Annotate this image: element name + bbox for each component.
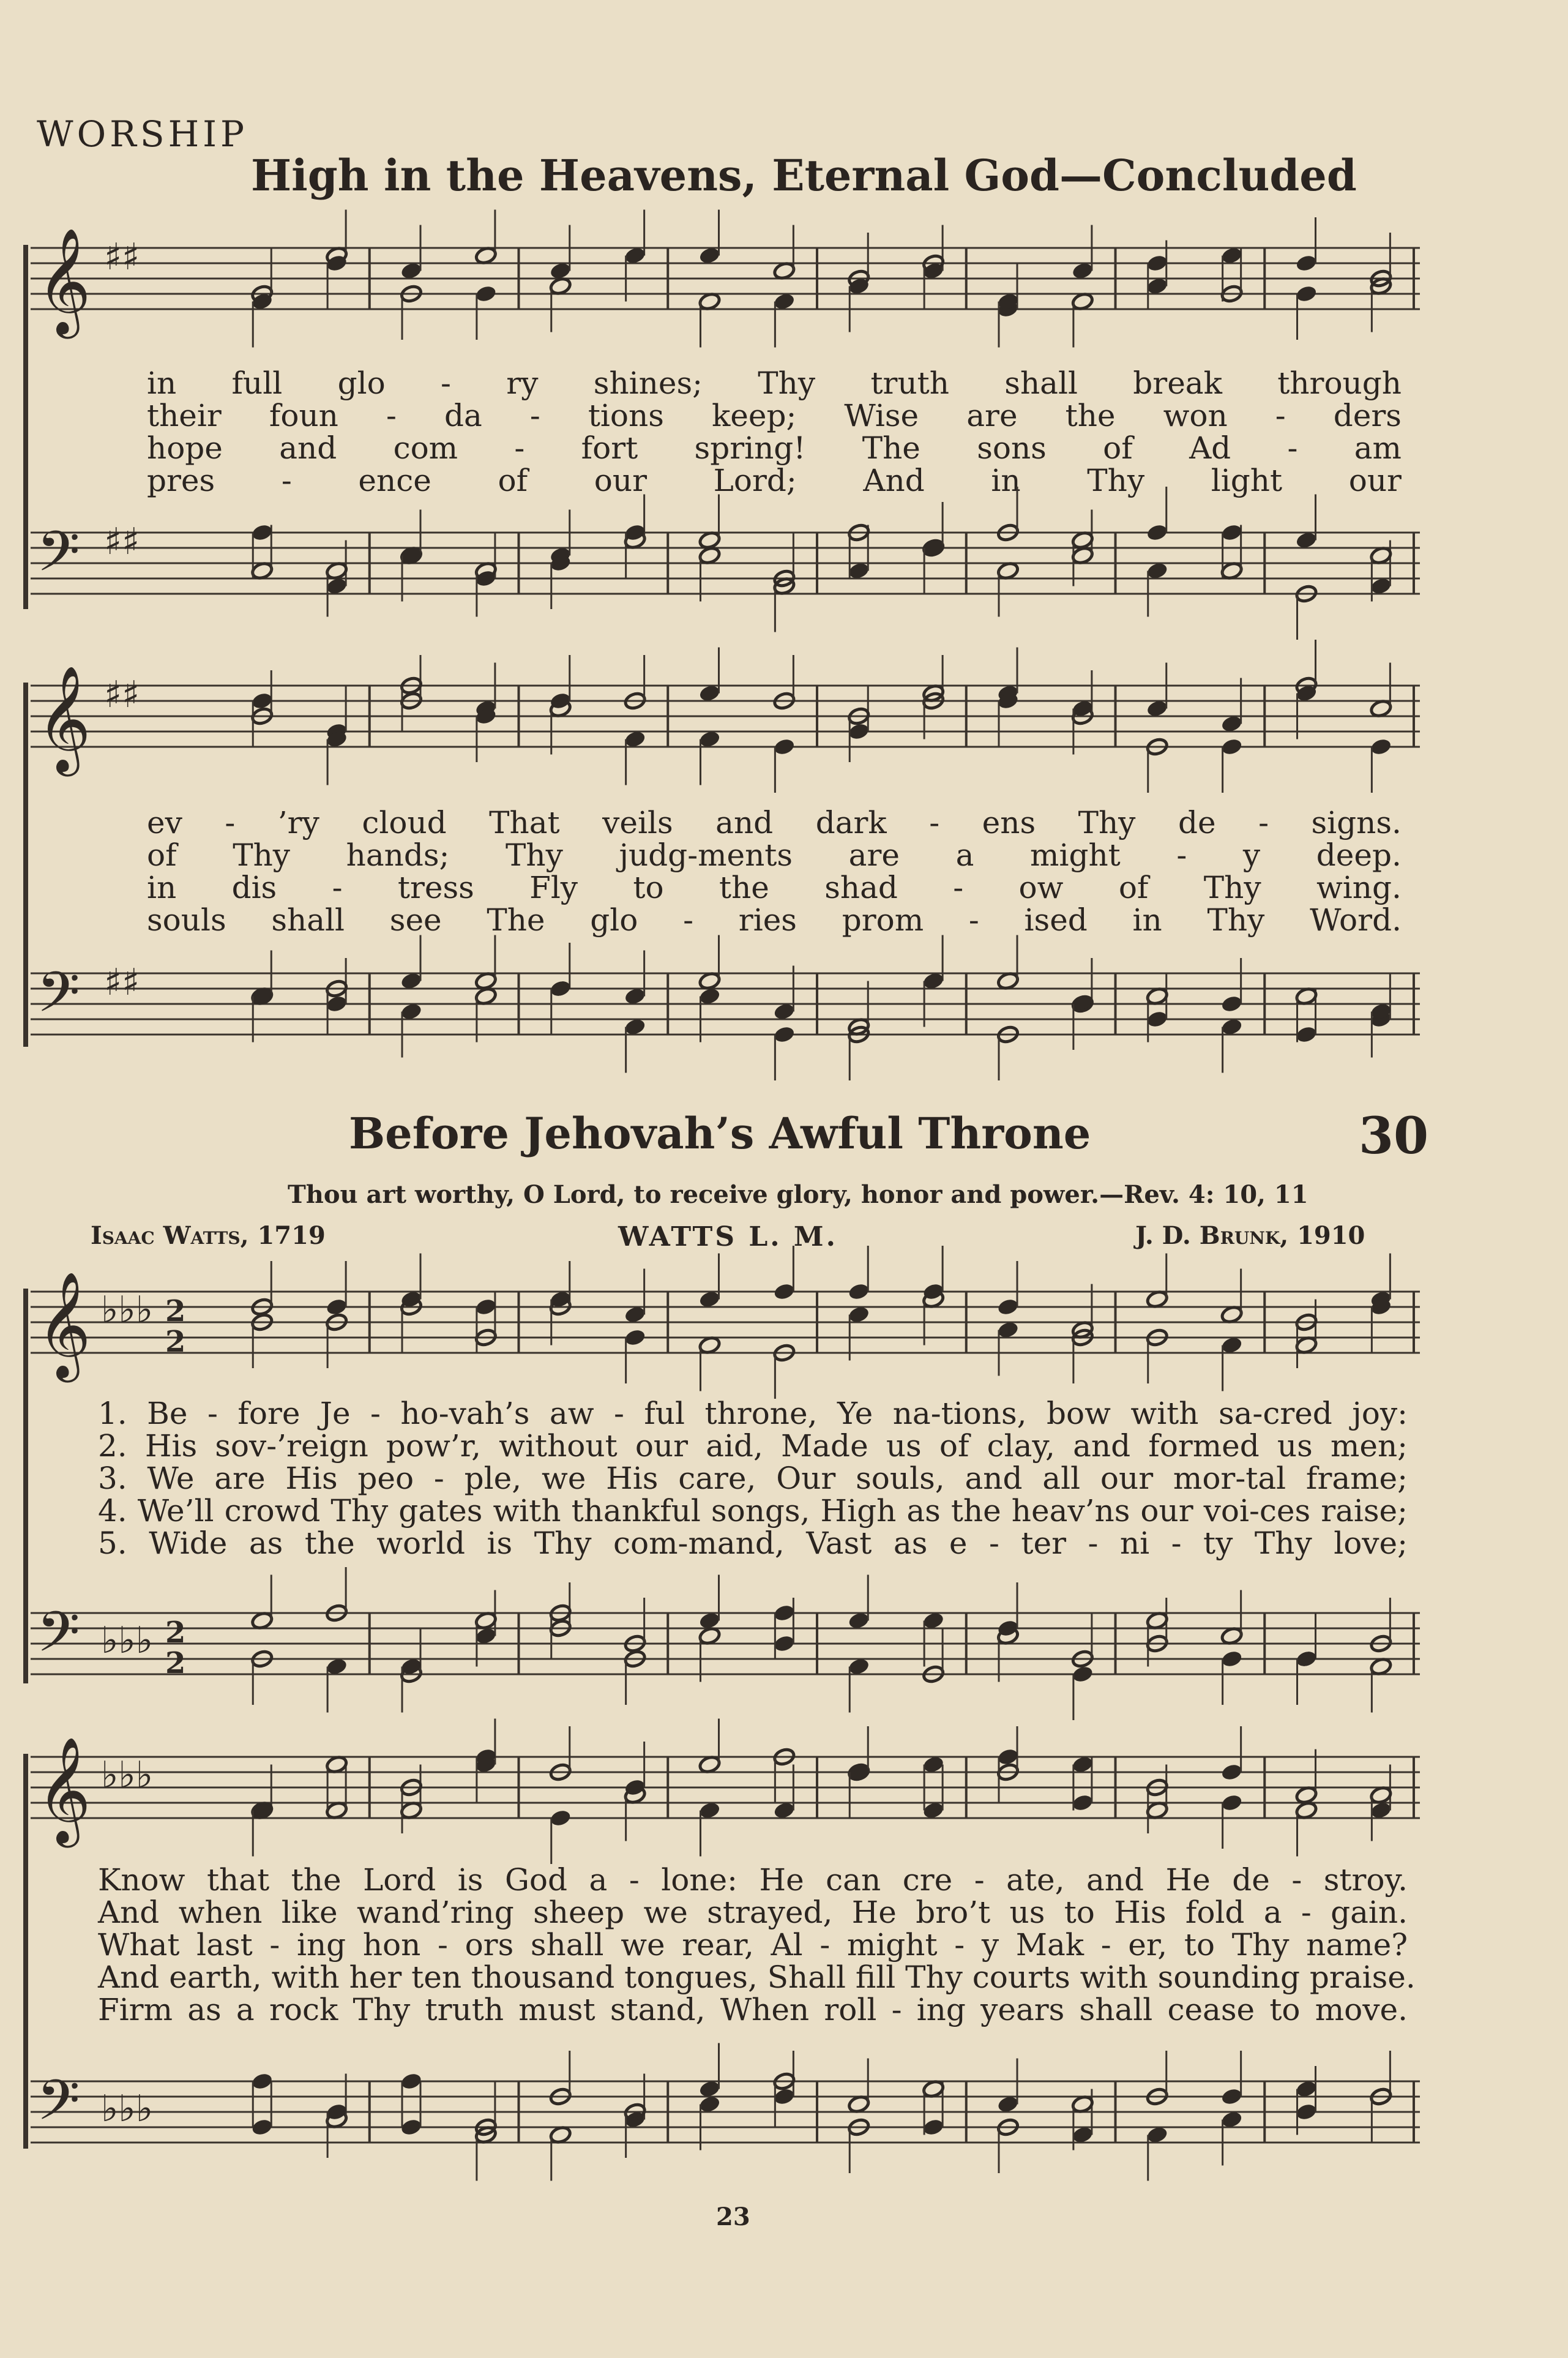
note-head <box>1295 1025 1318 1044</box>
bass-clef-icon: 𝄢 <box>37 2068 80 2146</box>
note-head <box>1370 737 1393 757</box>
lyrics-line: pres - ence of our Lord; And in Thy light our <box>147 463 1402 498</box>
bass-staff-2 <box>18 937 1432 1059</box>
note-head <box>549 979 572 998</box>
note-head <box>250 2072 274 2091</box>
lyrics-line: in dis - tress Fly to the shad - ow of Thy wing. <box>147 870 1402 905</box>
bass-clef-icon: 𝄢 <box>37 960 80 1038</box>
note-head <box>250 2117 274 2137</box>
verses-part2 <box>98 1862 1416 2027</box>
treble-clef-icon: 𝄞 <box>37 665 91 772</box>
lyrics-line: ev - ’ry cloud That veils and dark - ens Thy de - signs. <box>147 805 1402 840</box>
treble-clef-icon: 𝄞 <box>37 228 91 334</box>
note-head <box>996 1297 1020 1317</box>
key-signature-icon: ♯♯ <box>104 236 140 279</box>
note-head <box>922 2117 945 2137</box>
bass-staff-3 <box>18 1576 1432 1699</box>
lyrics-line: in full glo - ry shines; Thy truth shall break through <box>147 365 1402 401</box>
note-head <box>1295 284 1318 304</box>
note-head <box>847 722 870 741</box>
hymn1-system2-lyrics <box>147 807 1402 937</box>
note-head <box>1220 737 1244 757</box>
note-head <box>1220 1793 1244 1813</box>
verse-line: 4. We’ll crowd Thy gates with thankful songs, High as the heav’ns our voi-ces raise; <box>98 1493 1408 1529</box>
note-head <box>1071 1793 1094 1813</box>
note-head <box>773 1282 796 1301</box>
note-head <box>1146 1009 1169 1029</box>
hymn-number: 30 <box>1359 1107 1429 1166</box>
note-head <box>1295 253 1318 273</box>
note-head <box>773 1603 796 1623</box>
note-head <box>1146 253 1169 273</box>
key-signature-icon: ♭♭♭ <box>101 1754 153 1797</box>
treble-staff-3 <box>18 1255 1432 1377</box>
bass-clef-icon: 𝄢 <box>37 519 80 597</box>
note-head <box>325 994 348 1014</box>
time-signature: 2 <box>165 1646 186 1680</box>
verse-line: And earth, with her ten thousand tongues, Shall fill Thy courts with sounding praise. <box>98 1959 1416 1995</box>
key-signature-icon: ♭♭♭ <box>101 1289 153 1331</box>
note-head <box>996 1747 1020 1767</box>
note-head <box>474 1297 498 1317</box>
note-head <box>474 284 498 304</box>
author-credit: Isaac Watts, 1719 <box>91 1221 326 1250</box>
verses-part1 <box>98 1398 1408 1560</box>
note-head <box>1220 523 1244 542</box>
verse-line: 3. We are His peo - ple, we His care, Our souls, and all our mor-tal frame; <box>98 1461 1408 1496</box>
note-head <box>1220 994 1244 1014</box>
verse-line: Know that the Lord is God a - lone: He can cre - ate, and He de - stroy. <box>98 1862 1408 1898</box>
bass-staff-1 <box>18 496 1432 618</box>
note-head <box>250 691 274 711</box>
key-signature-icon: ♭♭♭ <box>101 2087 153 2130</box>
scripture-reference: Thou art worthy, O Lord, to receive glory, honor and power.—Rev. 4: 10, 11 <box>288 1180 1309 1209</box>
lyrics-line: souls shall see The glo - ries prom - ised in Thy Word. <box>147 902 1402 938</box>
key-signature-icon: ♯♯ <box>104 961 140 1004</box>
note-head <box>1071 1664 1094 1684</box>
treble-clef-icon: 𝄞 <box>37 1271 91 1378</box>
note-head <box>1146 523 1169 542</box>
key-signature-icon: ♯♯ <box>104 673 140 716</box>
staff-lines <box>31 248 1420 309</box>
verse-line: 5. Wide as the world is Thy com-mand, Vast as e - ter - ni - ty Thy love; <box>98 1525 1408 1561</box>
note-head <box>773 1025 796 1044</box>
note-head <box>1295 1649 1318 1669</box>
page-number: 23 <box>716 2203 750 2231</box>
verse-line: 1. Be - fore Je - ho-vah’s aw - ful throne, Ye na-tions, bow with sa-cred joy: <box>98 1396 1408 1431</box>
note-head <box>773 737 796 757</box>
key-signature-icon: ♭♭♭ <box>101 1619 153 1662</box>
lyrics-line: of Thy hands; Thy judg-ments are a might - y deep. <box>147 837 1402 873</box>
lyrics-line: their foun - da - tions keep; Wise are the won - ders <box>147 398 1402 433</box>
treble-staff-1 <box>18 211 1432 334</box>
time-signature: 2 <box>165 1325 186 1359</box>
note-head <box>773 2087 796 2106</box>
section-label: WORSHIP <box>37 113 248 155</box>
note-head <box>624 1328 647 1347</box>
verse-line: 2. His sov-’reign pow’r, without our aid, Made us of clay, and formed us men; <box>98 1428 1408 1464</box>
note-head <box>325 1297 348 1317</box>
time-signature: 2 <box>165 1294 186 1328</box>
key-signature-icon: ♯♯ <box>104 520 140 563</box>
verse-line: Firm as a rock Thy truth must stand, When roll - ing years shall cease to move. <box>98 1992 1408 2027</box>
note-head <box>1220 1762 1244 1782</box>
verse-line: What last - ing hon - ors shall we rear, Al - might - y Mak - er, to Thy name? <box>98 1927 1408 1963</box>
hymn-title-concluded: High in the Heavens, Eternal God—Concluded <box>251 150 1357 201</box>
note-head <box>250 523 274 542</box>
time-signature: 2 <box>165 1615 186 1650</box>
treble-staff-4 <box>18 1720 1432 1843</box>
bass-staff-4 <box>18 2045 1432 2167</box>
note-head <box>847 1282 870 1301</box>
note-head <box>400 2072 423 2091</box>
note-head <box>773 1634 796 1653</box>
note-head <box>1220 1649 1244 1669</box>
note-head <box>1295 2102 1318 2122</box>
bass-clef-icon: 𝄢 <box>37 1600 80 1678</box>
verse-line: And when like wand’ring sheep we strayed, He bro’t us to His fold a - gain. <box>98 1895 1408 1930</box>
composer-credit: J. D. Brunk, 1910 <box>1135 1221 1365 1250</box>
note-head <box>400 2117 423 2137</box>
hymn-title: Before Jehovah’s Awful Throne <box>349 1108 1091 1159</box>
hymn1-system1-lyrics <box>147 367 1402 497</box>
treble-clef-icon: 𝄞 <box>37 1737 91 1843</box>
note-head <box>1220 2087 1244 2106</box>
note-head <box>549 1808 572 1828</box>
treble-staff-2 <box>18 649 1432 771</box>
lyrics-line: hope and com - fort spring! The sons of Ad - am <box>147 430 1402 466</box>
tune-name: WATTS L. M. <box>618 1221 838 1252</box>
